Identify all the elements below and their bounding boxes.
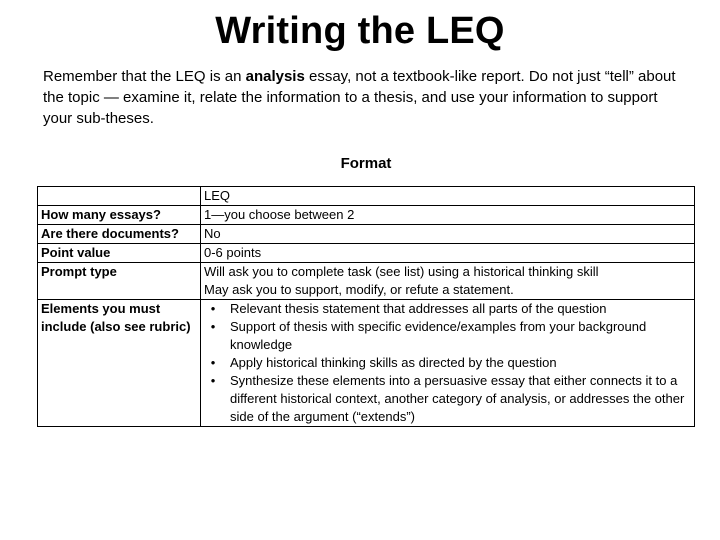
element-text: Synthesize these elements into a persuasive essay that either connects it to a different historical context, another category of analysis, or addresses the other side of the argument (“extends”) xyxy=(230,373,685,424)
row-value-essays: 1—you choose between 2 xyxy=(201,206,695,225)
header-cell-empty xyxy=(38,187,201,206)
format-table xyxy=(37,186,695,427)
intro-paragraph xyxy=(43,66,683,129)
table-row xyxy=(38,206,695,225)
intro-text-before: Remember that the LEQ is an xyxy=(43,68,246,85)
element-text: Relevant thesis statement that addresses all parts of the question xyxy=(230,301,607,316)
prompt-line-1: Will ask you to complete task (see list) using a historical thinking skill xyxy=(204,264,599,279)
list-item xyxy=(204,300,691,318)
table-row xyxy=(38,244,695,263)
row-value-documents: No xyxy=(201,225,695,244)
table-row xyxy=(38,225,695,244)
bullet-icon: • xyxy=(210,373,216,388)
list-item xyxy=(204,354,691,372)
elements-list xyxy=(204,300,691,426)
row-value-points: 0-6 points xyxy=(201,244,695,263)
bullet-icon: • xyxy=(210,319,216,334)
table-row xyxy=(38,263,695,300)
row-label-prompt: Prompt type xyxy=(38,263,201,300)
element-text: Support of thesis with specific evidence/examples from your background knowledge xyxy=(230,319,647,352)
intro-text-after: essay, not a textbook-like report. Do not just “tell” about the topic — examine it, relate the information to a thesis, and use your information to support your sub-theses. xyxy=(43,68,676,127)
bullet-icon: • xyxy=(210,355,216,370)
row-label-points: Point value xyxy=(38,244,201,263)
row-label-documents: Are there documents? xyxy=(38,225,201,244)
row-value-elements xyxy=(201,300,695,427)
row-label-elements: Elements you must include (also see rubric) xyxy=(38,300,201,427)
prompt-line-2: May ask you to support, modify, or refute a statement. xyxy=(204,282,514,297)
list-item xyxy=(204,318,691,354)
page-title: Writing the LEQ xyxy=(215,10,505,52)
list-item xyxy=(204,372,691,426)
row-value-prompt xyxy=(201,263,695,300)
intro-text-bold: analysis xyxy=(245,68,305,85)
format-heading: Format xyxy=(340,155,392,172)
table-header-row xyxy=(38,187,695,206)
header-cell-leq: LEQ xyxy=(201,187,695,206)
element-text: Apply historical thinking skills as directed by the question xyxy=(230,355,557,370)
row-label-essays: How many essays? xyxy=(38,206,201,225)
bullet-icon: • xyxy=(210,301,216,316)
table-row xyxy=(38,300,695,427)
